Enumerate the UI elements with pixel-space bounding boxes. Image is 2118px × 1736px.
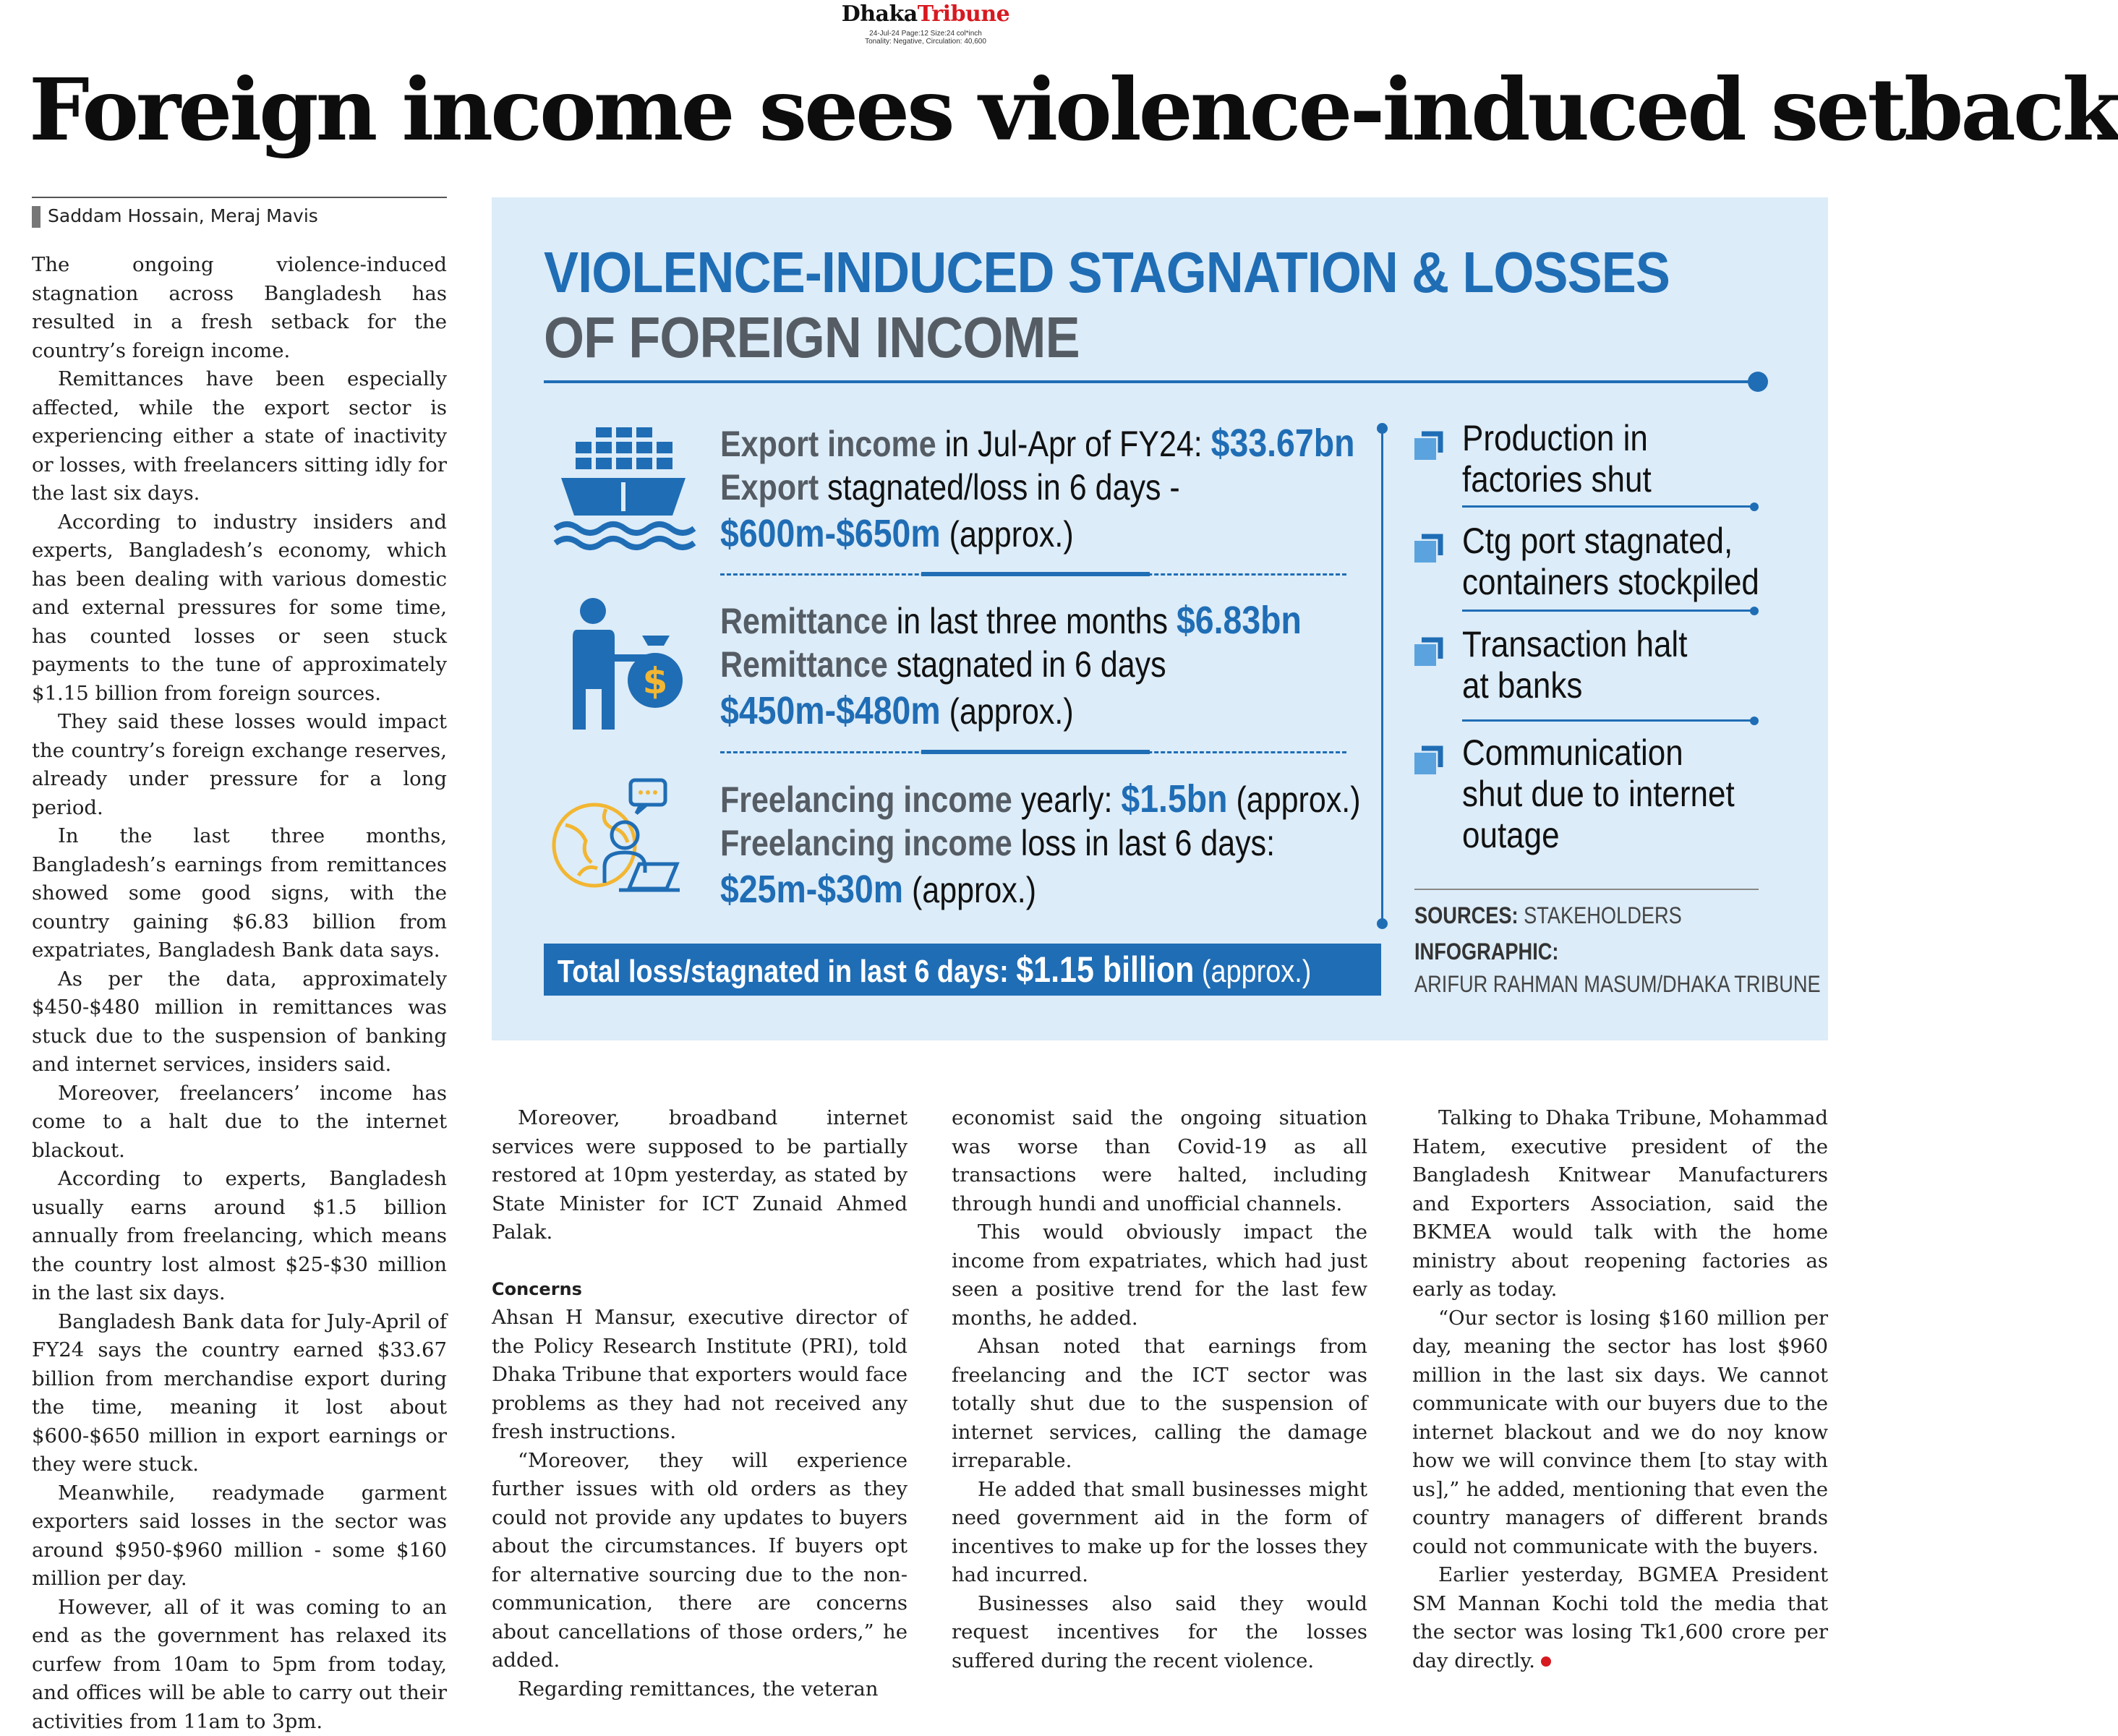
- bullet-square-icon: [1414, 534, 1443, 563]
- paragraph: Talking to Dhaka Tribune, Mohammad Hatem, executive president of the Bangladesh Knitwear Manufacturers and Exporters Association, said the BKMEA would talk with the home ministry about reopening factories as early as today.: [1412, 1104, 1828, 1304]
- freelancing-line-2: Freelancing income loss in last 6 days:: [720, 821, 1280, 865]
- infographic-credit-name: ARIFUR RAHMAN MASUM/DHAKA TRIBUNE: [1414, 971, 1821, 998]
- paragraph: Earlier yesterday, BGMEA President SM Mannan Kochi told the media that the sector was losing Tk1,600 crore per day directly.: [1412, 1561, 1828, 1675]
- remittance-line-3: $450m-$480m (approx.): [720, 689, 1280, 733]
- export-stat: [720, 422, 1280, 556]
- total-loss-banner: Total loss/stagnated in last 6 days: $1.15 billion (approx.): [544, 944, 1381, 996]
- impact-rule: [1462, 719, 1754, 722]
- paragraph: Regarding remittances, the veteran: [492, 1675, 908, 1704]
- paragraph: “Moreover, they will experience further issues with old orders as they could not provide any updates to buyers about the circumstances. If buyers opt for alternative sourcing due to the non-communication, there are concerns about cancellations of those orders,” he added.: [492, 1447, 908, 1675]
- sources-credit: SOURCES: STAKEHOLDERS: [1414, 902, 1682, 929]
- remittance-person-icon: [564, 595, 680, 732]
- article-column-3: [952, 1104, 1367, 1675]
- paragraph: Moreover, broadband internet services were supposed to be partially restored at 10pm yesterday, as stated by State Minister for ICT Zunaid Ahmed Palak.: [492, 1104, 908, 1247]
- byline-authors: Saddam Hossain, Meraj Mavis: [48, 205, 318, 226]
- bullet-square-icon: [1414, 745, 1443, 774]
- freelancing-stat: [720, 777, 1280, 912]
- title-rule-dot: [1748, 372, 1768, 392]
- section-divider: [720, 751, 1346, 753]
- paragraph: Moreover, freelancers’ income has come to a halt due to the internet blackout.: [32, 1079, 447, 1166]
- cargo-ship-icon: [551, 422, 696, 552]
- impact-rule: [1462, 610, 1754, 612]
- end-of-story-dot: [1541, 1656, 1551, 1667]
- clipping-meta: [0, 30, 1851, 46]
- bullet-square-icon: [1414, 431, 1443, 460]
- infographic-credit-label: INFOGRAPHIC:: [1414, 938, 1558, 965]
- byline-bar: [32, 206, 40, 228]
- paragraph: In the last three months, Bangladesh’s earnings from remittances showed some good signs, with the country gaining $6.83 billion from expatriates, Bangladesh Bank data says.: [32, 822, 447, 965]
- infographic-title-line-1: VIOLENCE-INDUCED STAGNATION & LOSSES: [544, 239, 1670, 306]
- paragraph: According to experts, Bangladesh usually earns around $1.5 billion annually from freelancing, which means the country lost almost $25-$30 million in the last six days.: [32, 1165, 447, 1308]
- paragraph: Bangladesh Bank data for July-April of FY24 says the country earned $33.67 billion from merchandise export during the time, meaning it lost about $600-$650 million in export earnings or they were stuck.: [32, 1308, 447, 1479]
- paragraph: Businesses also said they would request incentives for the losses suffered during the recent violence.: [952, 1590, 1367, 1676]
- paragraph: “Our sector is losing $160 million per day, meaning the sector has lost $960 million in the last six days. We cannot communicate with our buyers due to the internet blackout and we do noy know how we will convince them [to stay with us],” he added, mentioning that even the country managers of different brands could not communicate with the buyers.: [1412, 1304, 1828, 1562]
- masthead: [0, 1, 1851, 46]
- byline: [32, 205, 318, 228]
- section-heading: Concerns: [492, 1275, 908, 1304]
- paragraph: Ahsan noted that earnings from freelancing and the ICT sector was totally shut due to the suspension of internet services, calling the damage irreparable.: [952, 1333, 1367, 1476]
- freelancer-globe-icon: [550, 774, 694, 897]
- credit-rule: [1414, 889, 1759, 890]
- article-column-2: [492, 1104, 908, 1703]
- freelancing-line-1: Freelancing income yearly: $1.5bn (approx.): [720, 777, 1280, 821]
- vertical-divider: [1381, 427, 1383, 923]
- paragraph: Ahsan H Mansur, executive director of the Policy Research Institute (PRI), told Dhaka Tribune that exporters would face problems as they had not received any fresh instructions.: [492, 1304, 908, 1447]
- divider-dot: [1377, 423, 1388, 434]
- paragraph: This would obviously impact the income from expatriates, which had just seen a positive trend for the last few months, he added.: [952, 1218, 1367, 1333]
- remittance-line-2: Remittance stagnated in 6 days: [720, 643, 1280, 686]
- headline: Foreign income sees violence-induced setback: [29, 59, 1829, 161]
- article-column-1: [32, 251, 447, 1736]
- paragraph: Remittances have been especially affected, while the export sector is experiencing either a state of inactivity or losses, with freelancers sitting idly for the last six days.: [32, 365, 447, 508]
- paragraph: economist said the ongoing situation was worse than Covid-19 as all transactions were halted, including through hundi and unofficial channels.: [952, 1104, 1367, 1218]
- svg-text:$: $: [643, 660, 668, 702]
- freelancing-line-3: $25m-$30m (approx.): [720, 868, 1280, 912]
- byline-rule: [32, 197, 447, 198]
- article-column-4: [1412, 1104, 1828, 1675]
- remittance-stat: [720, 599, 1280, 733]
- infographic: VIOLENCE-INDUCED STAGNATION & LOSSES OF FOREIGN INCOME Export income in Jul-Apr of FY24: $33.67bn Export stagnated/loss in 6 days - $600m-$650m (approx.) $ Remittance in last three months $6.83bn Remittance stagnated in 6 days $450m-$480m (approx.) Freelancing income yearly: $1.5bn (approx.) Freelancing income loss in last 6 days: $25m-$30m (approx.) Total loss/stagnated in last 6 days: $1.15 billion (approx.) Production in factories shut Ctg port stagnated, containers stockpiled Transaction halt at banks Communication shut due to internet outage SOURCES: STAKEHOLDERS INFOGRAPHIC: ARIFUR RAHMAN MASUM/DHAKA TRIBUNE: [492, 197, 1828, 1040]
- bullet-square-icon: [1414, 637, 1443, 666]
- paragraph: Meanwhile, readymade garment exporters said losses in the sector was around $950-$960 million - some $160 million per day.: [32, 1479, 447, 1594]
- paragraph: According to industry insiders and experts, Bangladesh’s economy, which has been dealing with various domestic and external pressures for some time, has counted losses or seen stuck payments to the tune of approximately $1.15 billion from foreign sources.: [32, 508, 447, 709]
- paragraph: They said these losses would impact the country’s foreign exchange reserves, already under pressure for a long period.: [32, 708, 447, 822]
- clipping-meta-line-1: 24-Jul-24 Page:12 Size:24 col*inch: [0, 30, 1851, 38]
- paragraph: However, all of it was coming to an end as the government has relaxed its curfew from 10am to 5pm from today, and offices will be able to carry out their activities from 11am to 3pm.: [32, 1594, 447, 1736]
- divider-dot: [1377, 918, 1388, 929]
- dhaka-tribune-logo: DhakaTribune: [0, 1, 1851, 27]
- export-line-1: Export income in Jul-Apr of FY24: $33.67bn: [720, 422, 1280, 466]
- paragraph: As per the data, approximately $450-$480 million in remittances was stuck due to the suspension of banking and internet services, insiders said.: [32, 965, 447, 1079]
- export-line-3: $600m-$650m (approx.): [720, 512, 1280, 556]
- impact-rule: [1462, 505, 1754, 508]
- export-line-2: Export stagnated/loss in 6 days -: [720, 466, 1280, 509]
- clipping-meta-line-2: Tonality: Negative, Circulation: 40,600: [0, 38, 1851, 46]
- paragraph: The ongoing violence-induced stagnation across Bangladesh has resulted in a fresh setback for the country’s foreign income.: [32, 251, 447, 365]
- title-rule: [544, 380, 1754, 383]
- remittance-line-1: Remittance in last three months $6.83bn: [720, 599, 1280, 643]
- section-divider: [720, 573, 1346, 576]
- infographic-title-line-2: OF FOREIGN INCOME: [544, 304, 1080, 371]
- paragraph: He added that small businesses might need government aid in the form of incentives to make up for the losses they had incurred.: [952, 1476, 1367, 1590]
